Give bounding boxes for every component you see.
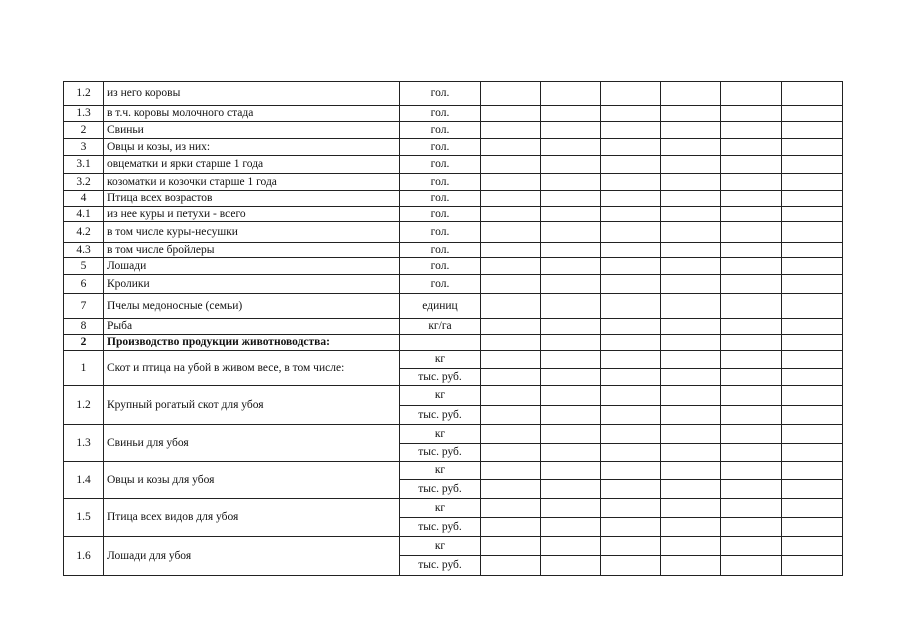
value-cell	[782, 82, 843, 106]
value-cell	[661, 122, 721, 139]
value-cell	[661, 207, 721, 222]
value-cell	[782, 156, 843, 174]
table-row	[64, 462, 843, 480]
value-cell	[601, 462, 661, 480]
row-unit: гол.	[400, 207, 481, 222]
row-number: 2	[64, 122, 104, 139]
value-cell	[481, 258, 541, 275]
value-cell	[661, 480, 721, 499]
value-cell	[481, 462, 541, 480]
row-unit: гол.	[400, 222, 481, 243]
value-cell	[481, 122, 541, 139]
value-cell	[721, 556, 782, 576]
value-cell	[721, 462, 782, 480]
row-name: в том числе бройлеры	[104, 243, 400, 258]
value-cell	[721, 222, 782, 243]
row-name: Лошади для убоя	[104, 537, 400, 576]
value-cell	[601, 82, 661, 106]
value-cell	[661, 106, 721, 122]
value-cell	[782, 294, 843, 319]
value-cell	[661, 444, 721, 462]
value-cell	[782, 207, 843, 222]
value-cell	[601, 425, 661, 444]
row-number: 1.3	[64, 106, 104, 122]
value-cell	[601, 444, 661, 462]
table-row	[64, 351, 843, 369]
value-cell	[541, 369, 601, 386]
value-cell	[721, 351, 782, 369]
row-name: в т.ч. коровы молочного стада	[104, 106, 400, 122]
row-unit: гол.	[400, 139, 481, 156]
value-cell	[481, 139, 541, 156]
value-cell	[541, 207, 601, 222]
value-cell	[481, 335, 541, 351]
value-cell	[601, 243, 661, 258]
value-cell	[782, 406, 843, 425]
row-unit: кг	[400, 499, 481, 518]
value-cell	[541, 139, 601, 156]
row-number: 1	[64, 351, 104, 386]
value-cell	[721, 156, 782, 174]
value-cell	[601, 499, 661, 518]
value-cell	[601, 406, 661, 425]
value-cell	[661, 462, 721, 480]
row-number: 6	[64, 275, 104, 294]
value-cell	[661, 275, 721, 294]
value-cell	[541, 444, 601, 462]
row-unit: тыс. руб.	[400, 369, 481, 386]
value-cell	[721, 106, 782, 122]
table-row	[64, 499, 843, 518]
value-cell	[782, 139, 843, 156]
row-unit: кг/га	[400, 319, 481, 335]
row-number: 1.3	[64, 425, 104, 462]
value-cell	[481, 191, 541, 207]
value-cell	[661, 537, 721, 556]
value-cell	[661, 406, 721, 425]
value-cell	[661, 499, 721, 518]
value-cell	[481, 275, 541, 294]
table-row	[64, 243, 843, 258]
table-row	[64, 319, 843, 335]
value-cell	[601, 335, 661, 351]
row-unit: тыс. руб.	[400, 518, 481, 537]
row-number: 5	[64, 258, 104, 275]
row-number: 4.2	[64, 222, 104, 243]
row-unit: тыс. руб.	[400, 480, 481, 499]
row-number: 7	[64, 294, 104, 319]
row-name: овцематки и ярки старше 1 года	[104, 156, 400, 174]
value-cell	[661, 518, 721, 537]
value-cell	[661, 222, 721, 243]
value-cell	[601, 139, 661, 156]
value-cell	[481, 386, 541, 406]
value-cell	[541, 499, 601, 518]
table-row	[64, 425, 843, 444]
value-cell	[661, 156, 721, 174]
value-cell	[481, 556, 541, 576]
row-unit: кг	[400, 462, 481, 480]
row-unit: кг	[400, 425, 481, 444]
value-cell	[541, 106, 601, 122]
value-cell	[541, 174, 601, 191]
row-unit: тыс. руб.	[400, 556, 481, 576]
value-cell	[481, 444, 541, 462]
value-cell	[782, 462, 843, 480]
value-cell	[661, 351, 721, 369]
value-cell	[601, 106, 661, 122]
row-unit: гол.	[400, 82, 481, 106]
value-cell	[601, 537, 661, 556]
value-cell	[782, 243, 843, 258]
value-cell	[661, 425, 721, 444]
section-row	[64, 335, 843, 351]
row-number: 1.2	[64, 82, 104, 106]
table-row	[64, 191, 843, 207]
value-cell	[721, 369, 782, 386]
row-unit: гол.	[400, 191, 481, 207]
value-cell	[721, 122, 782, 139]
table-row	[64, 207, 843, 222]
row-name: Лошади	[104, 258, 400, 275]
table-row	[64, 122, 843, 139]
row-name: Скот и птица на убой в живом весе, в том числе:	[104, 351, 400, 386]
value-cell	[541, 537, 601, 556]
value-cell	[541, 258, 601, 275]
value-cell	[601, 258, 661, 275]
row-unit: гол.	[400, 243, 481, 258]
table-row	[64, 258, 843, 275]
value-cell	[721, 518, 782, 537]
row-unit	[400, 335, 481, 351]
row-name: из нее куры и петухи - всего	[104, 207, 400, 222]
value-cell	[541, 319, 601, 335]
value-cell	[541, 386, 601, 406]
value-cell	[601, 122, 661, 139]
value-cell	[601, 156, 661, 174]
value-cell	[661, 258, 721, 275]
section-title: Производство продукции животноводства:	[104, 335, 400, 351]
table-row	[64, 294, 843, 319]
value-cell	[782, 335, 843, 351]
value-cell	[782, 258, 843, 275]
table-row	[64, 386, 843, 406]
value-cell	[481, 82, 541, 106]
value-cell	[481, 106, 541, 122]
value-cell	[661, 82, 721, 106]
value-cell	[481, 156, 541, 174]
value-cell	[661, 191, 721, 207]
row-name: козоматки и козочки старше 1 года	[104, 174, 400, 191]
row-number: 3.2	[64, 174, 104, 191]
section-number: 2	[64, 335, 104, 351]
value-cell	[721, 207, 782, 222]
value-cell	[782, 518, 843, 537]
value-cell	[481, 222, 541, 243]
value-cell	[541, 480, 601, 499]
value-cell	[661, 335, 721, 351]
row-name: Крупный рогатый скот для убоя	[104, 386, 400, 425]
row-unit: гол.	[400, 106, 481, 122]
value-cell	[601, 319, 661, 335]
value-cell	[721, 319, 782, 335]
row-unit: кг	[400, 351, 481, 369]
row-name: Птица всех видов для убоя	[104, 499, 400, 537]
value-cell	[721, 480, 782, 499]
value-cell	[661, 174, 721, 191]
value-cell	[601, 275, 661, 294]
value-cell	[481, 319, 541, 335]
value-cell	[541, 222, 601, 243]
value-cell	[541, 406, 601, 425]
table-row	[64, 174, 843, 191]
value-cell	[661, 139, 721, 156]
value-cell	[661, 386, 721, 406]
value-cell	[541, 122, 601, 139]
row-name: из него коровы	[104, 82, 400, 106]
value-cell	[481, 499, 541, 518]
value-cell	[601, 174, 661, 191]
value-cell	[601, 369, 661, 386]
row-name: Свиньи для убоя	[104, 425, 400, 462]
table-row	[64, 156, 843, 174]
value-cell	[721, 537, 782, 556]
value-cell	[782, 499, 843, 518]
value-cell	[601, 191, 661, 207]
value-cell	[721, 139, 782, 156]
value-cell	[601, 480, 661, 499]
value-cell	[541, 462, 601, 480]
value-cell	[601, 207, 661, 222]
row-unit: тыс. руб.	[400, 406, 481, 425]
row-unit: гол.	[400, 275, 481, 294]
value-cell	[541, 351, 601, 369]
table-row	[64, 82, 843, 106]
row-name: Пчелы медоносные (семьи)	[104, 294, 400, 319]
value-cell	[721, 191, 782, 207]
row-unit: кг	[400, 537, 481, 556]
row-name: Рыба	[104, 319, 400, 335]
value-cell	[541, 191, 601, 207]
value-cell	[541, 243, 601, 258]
value-cell	[782, 319, 843, 335]
value-cell	[721, 386, 782, 406]
table-row	[64, 537, 843, 556]
value-cell	[541, 156, 601, 174]
value-cell	[541, 82, 601, 106]
value-cell	[721, 275, 782, 294]
value-cell	[782, 122, 843, 139]
value-cell	[481, 207, 541, 222]
value-cell	[541, 294, 601, 319]
row-number: 4.3	[64, 243, 104, 258]
row-number: 8	[64, 319, 104, 335]
value-cell	[481, 351, 541, 369]
value-cell	[661, 369, 721, 386]
value-cell	[481, 480, 541, 499]
table-row	[64, 106, 843, 122]
row-number: 1.2	[64, 386, 104, 425]
value-cell	[661, 243, 721, 258]
value-cell	[782, 386, 843, 406]
table-row	[64, 139, 843, 156]
value-cell	[601, 386, 661, 406]
row-number: 1.6	[64, 537, 104, 576]
value-cell	[782, 369, 843, 386]
value-cell	[782, 537, 843, 556]
row-name: Овцы и козы для убоя	[104, 462, 400, 499]
value-cell	[782, 222, 843, 243]
row-unit: гол.	[400, 174, 481, 191]
value-cell	[481, 518, 541, 537]
value-cell	[541, 335, 601, 351]
value-cell	[541, 425, 601, 444]
row-name: Кролики	[104, 275, 400, 294]
value-cell	[721, 243, 782, 258]
value-cell	[721, 444, 782, 462]
row-unit: кг	[400, 386, 481, 406]
value-cell	[541, 275, 601, 294]
value-cell	[601, 294, 661, 319]
row-name: в том числе куры-несушки	[104, 222, 400, 243]
value-cell	[721, 335, 782, 351]
value-cell	[601, 351, 661, 369]
table-row	[64, 275, 843, 294]
value-cell	[661, 294, 721, 319]
value-cell	[601, 518, 661, 537]
value-cell	[782, 351, 843, 369]
value-cell	[782, 480, 843, 499]
row-name: Свиньи	[104, 122, 400, 139]
livestock-table	[63, 81, 843, 576]
value-cell	[481, 294, 541, 319]
value-cell	[782, 106, 843, 122]
value-cell	[721, 258, 782, 275]
row-unit: гол.	[400, 122, 481, 139]
value-cell	[721, 406, 782, 425]
value-cell	[481, 174, 541, 191]
row-number: 3.1	[64, 156, 104, 174]
value-cell	[721, 425, 782, 444]
value-cell	[481, 406, 541, 425]
value-cell	[782, 444, 843, 462]
value-cell	[541, 518, 601, 537]
value-cell	[661, 556, 721, 576]
value-cell	[601, 556, 661, 576]
value-cell	[481, 369, 541, 386]
value-cell	[782, 174, 843, 191]
row-number: 4	[64, 191, 104, 207]
value-cell	[721, 294, 782, 319]
row-unit: тыс. руб.	[400, 444, 481, 462]
row-unit: единиц	[400, 294, 481, 319]
row-number: 3	[64, 139, 104, 156]
row-unit: гол.	[400, 156, 481, 174]
row-number: 1.4	[64, 462, 104, 499]
value-cell	[782, 275, 843, 294]
value-cell	[541, 556, 601, 576]
value-cell	[721, 499, 782, 518]
value-cell	[782, 425, 843, 444]
row-name: Овцы и козы, из них:	[104, 139, 400, 156]
value-cell	[782, 556, 843, 576]
table-row	[64, 222, 843, 243]
value-cell	[481, 425, 541, 444]
value-cell	[721, 174, 782, 191]
value-cell	[721, 82, 782, 106]
row-unit: гол.	[400, 258, 481, 275]
value-cell	[661, 319, 721, 335]
value-cell	[601, 222, 661, 243]
row-number: 1.5	[64, 499, 104, 537]
value-cell	[481, 537, 541, 556]
value-cell	[782, 191, 843, 207]
value-cell	[481, 243, 541, 258]
row-name: Птица всех возрастов	[104, 191, 400, 207]
row-number: 4.1	[64, 207, 104, 222]
